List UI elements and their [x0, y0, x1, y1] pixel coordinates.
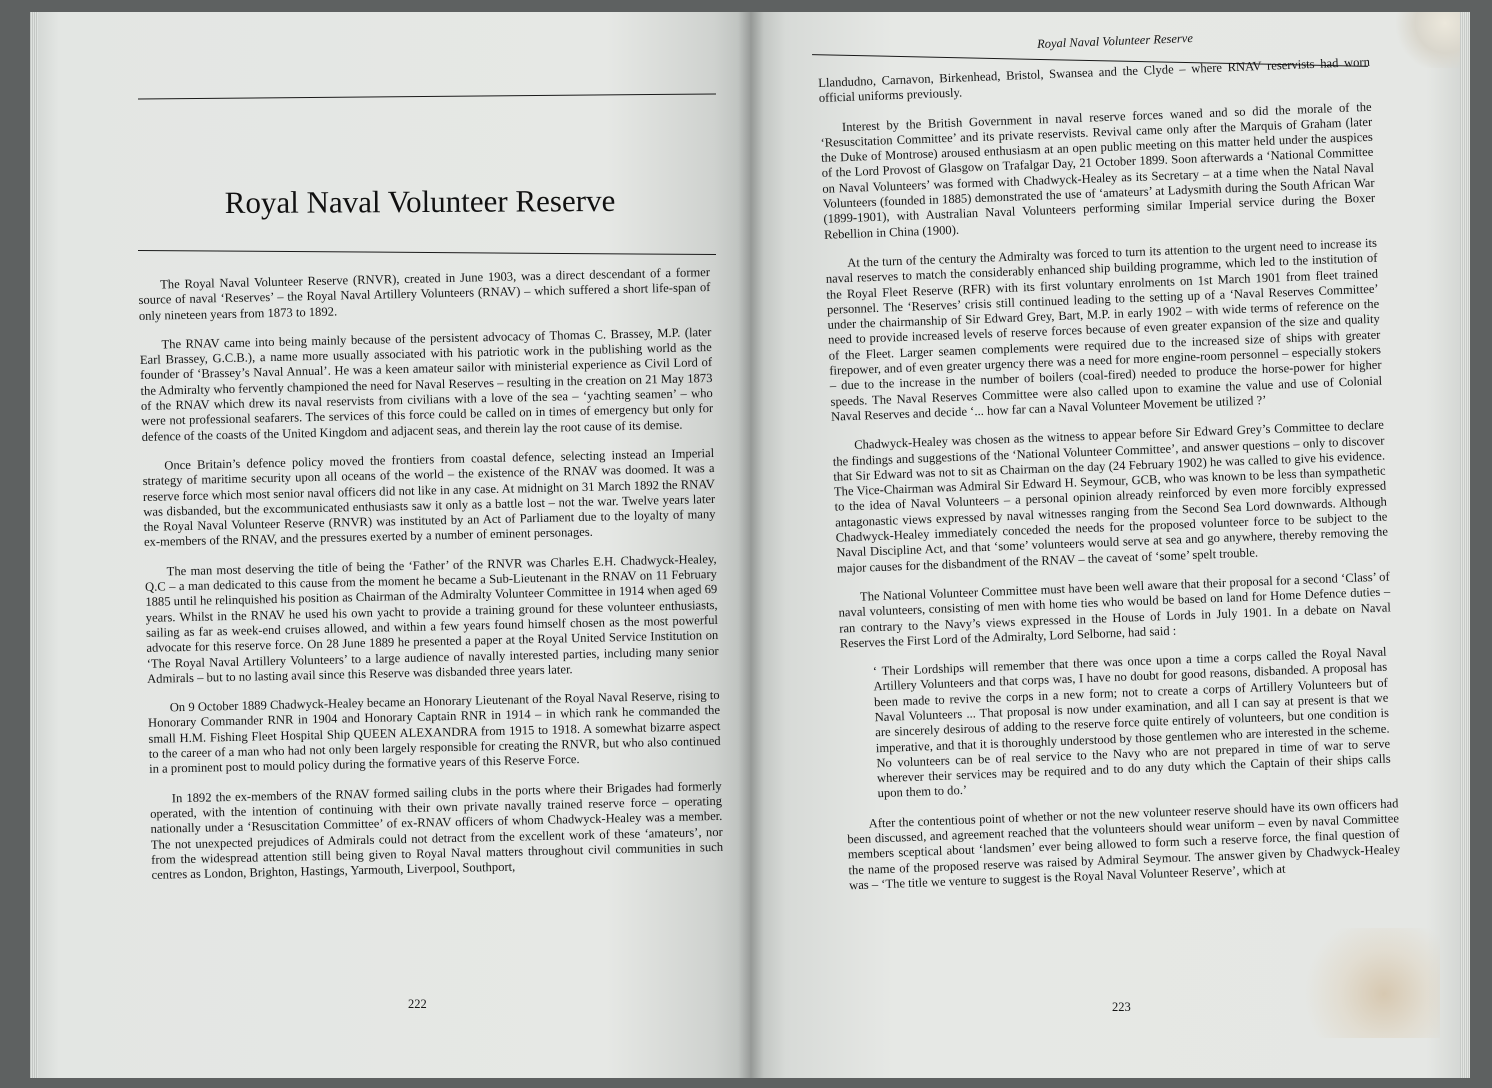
running-head: Royal Naval Volunteer Reserve: [1036, 31, 1194, 51]
title-top-rule: [138, 93, 716, 99]
right-page-body: [818, 55, 1402, 908]
right-page: [750, 12, 1470, 1078]
paragraph: After the contentious point of whether or not the new volunteer reserve should have its own officers had been discussed, and agreement reached that the volunteers should wear uniform – even by naval Committee members sceptical about ‘landsmen’ ever being allowed to form such a reserve force, the final question of the name of the proposed reserve was raised by Admiral Seymour. The answer given by Chadwyck-Healey was – ‘The title we venture to suggest is the Royal Naval Volunteer Reserve’, which at: [847, 796, 1401, 893]
paragraph: In 1892 the ex-members of the RNAV formed sailing clubs in the ports where their Brigades had formerly operated, with the intention of continuing with their own private navally trained reserve force – operating nationally under a ‘Resuscitation Committee’ of ex-RNAV officers of whom Chadwyck-Healey was a member. The not unexpected prejudices of Admirals could not detract from the excellent work of these ‘amateurs’, nor from the widespread attention still being given to Royal Naval matters throughout civil communities in such centres as London, Brighton, Hastings, Yarmouth, Liverpool, Southport,: [149, 778, 724, 882]
chapter-title: Royal Naval Volunteer Reserve: [224, 182, 616, 221]
paragraph: The National Volunteer Committee must have been well aware that their proposal for a second ‘Class’ of naval volunteers, consisting of men with home ties who would be based on land for Home Defence duties – ran contrary to the Navy’s views expressed in the House of Lords in July 1901. In a debate on Naval Reserves the First Lord of the Admiralty, Lord Selborne, had said :: [838, 569, 1392, 651]
page-number-left: 222: [408, 997, 427, 1011]
page-number-right: 223: [1112, 1000, 1131, 1014]
left-page-edge: [30, 12, 38, 1078]
paragraph: Llandudno, Carnavon, Birkenhead, Bristol, Swansea and the Clyde – where RNAV reservists had worn official uniforms previously.: [818, 54, 1371, 106]
paragraph: At the turn of the century the Admiralty was forced to turn its attention to the urgent need to increase its naval reserves to match the considerably enhanced ship building programme, which led to the institution of the Royal Fleet Reserve (RFR) with its first voluntary enrolments on 1st March 1901 from fleet trained personnel. The ‘Reserves’ crisis still continued leading to the setting up of a ‘Naval Reserves Committee’ under the chairmanship of Sir Edward Grey, Bart, M.P. in early 1902 – with wide terms of reference on the need to provide increased levels of reserve forces because of even greater expansion of the size and quality of the Fleet. Larger seamen complements were required due to the increased size of ships with greater firepower, and of even greater urgency there was a need for more engine-room personnel – especially stokers – due to the increase in the number of boilers (coal-fired) needed to produce the horse-power for higher speeds. The Naval Reserves Committee were also called upon to examine the value and use of Colonial Naval Reserves and decide ‘... how far can a Naval Volunteer Movement be utilized ?’: [825, 235, 1383, 424]
paragraph: On 9 October 1889 Chadwyck-Healey became an Honorary Lieutenant of the Royal Naval Reserve, rising to Honorary Commander RNR in 1904 and Honorary Captain RNR in 1914 – in which rank he commanded the small H.M. Fishing Fleet Hospital Ship QUEEN ALEXANDRA from 1915 to 1918. A somewhat bizarre aspect to the career of a man who had not only been largely responsible for creating the RNVR, but who also continued in a prominent post to mould policy during the formative years of this Reserve Force.: [147, 688, 721, 777]
page-corner-wear: [1396, 12, 1466, 68]
page-stain: [1300, 928, 1440, 1038]
right-page-edge: [1460, 12, 1470, 1078]
book-gutter: [738, 12, 764, 1078]
paragraph: The Royal Naval Volunteer Reserve (RNVR), created in June 1903, was a direct descendant of a former source of naval ‘Reserves’ – the Royal Naval Artillery Volunteers (RNAV) – which suffered a short life-span of only nineteen years from 1873 to 1892.: [138, 265, 711, 323]
paragraph: The man most deserving the title of being the ‘Father’ of the RNVR was Charles E.H. Chadwyck-Healey, Q.C – a man dedicated to this cause from the moment he became a Sub-Lieutenant in the RNAV on 11 February 1885 until he relinquished his position as Chairman of the Admiralty Volunteer Committee in 1914 when aged 69 years. Whilst in the RNAV he used his own yacht to provide a training ground for these volunteer enthusiasts, sailing as far as week-end cruises allowed, and within a few years found himself chosen as the most powerful advocate for this reserve force. On 28 June 1889 he presented a paper at the Royal United Service Institution on ‘The Royal Naval Artillery Volunteers’ to a large audience of navally interested parties, including many senior Admirals – but to no lasting avail since this Reserve was disbanded three years later.: [144, 551, 719, 686]
paragraph: Once Britain’s defence policy moved the frontiers from coastal defence, selecting instead an Imperial strategy of maritime security upon all oceans of the world – the existence of the RNAV was doomed. It was a reserve force which most senior naval officers did not like in any case. At midnight on 31 March 1892 the RNAV was disbanded, but the excommunicated enthusiasts saw it only as a battle lost – not the war. Twelve years later the Royal Naval Volunteer Reserve (RNVR) was instituted by an Act of Parliament due to the loyalty of many ex-members of the RNAV, and the pressures exerted by a number of eminent personages.: [142, 445, 716, 550]
open-book: [30, 12, 1470, 1078]
paragraph: Interest by the British Government in naval reserve forces waned and so did the morale of the ‘Resuscitation Committee’ and its private reservists. Revival came only after the Marquis of Graham (later the Duke of Montrose) aroused enthusiasm at an open public meeting on this matter held under the auspices of the Lord Provost of Glasgow on Trafalgar Day, 21 October 1899. Soon afterwards a ‘National Committee on Naval Volunteers’ was formed with Chadwyck-Healey as its Secretary – at a time when the Natal Naval Volunteers (founded in 1885) demonstrated the use of ‘amateurs’ at Ladysmith during the South African War (1899-1901), with Australian Naval Volunteers performing similar Imperial service during the Boxer Rebellion in China (1900).: [820, 99, 1376, 242]
left-page-body: [138, 265, 724, 897]
left-page: [30, 12, 750, 1078]
paragraph: The RNAV came into being mainly because of the persistent advocacy of Thomas C. Brassey, M.P. (later Earl Brassey, G.C.B.), a name more usually associated with his patriotic work in the publishing world as the founder of ‘Brassey’s Naval Annual’. He was a keen amateur sailor with ministerial experience as Civil Lord of the Admiralty who fervently championed the need for Naval Reserves – resulting in the creation on 21 May 1873 of the RNAV which drew its naval reservists from civilians with a love of the sea – ‘yachting seamen’ – who were not professional seafarers. The services of this force could be called on in times of emergency but only for defence of the coasts of the United Kingdom and adjacent seas, and therein lay the root cause of its demise.: [139, 324, 714, 444]
paragraph: Chadwyck-Healey was chosen as the witness to appear before Sir Edward Grey’s Committee to declare the findings and suggestions of the ‘National Volunteer Committee’, and answer questions – only to discover that Sir Edward was not to sit as Chairman on the day (24 February 1902) he was called to give his evidence. The Vice-Chairman was Admiral Sir Edward H. Seymour, GCB, who was known to be less than sympathetic to the idea of Naval Volunteers – a personal opinion already reinforced by even more forcibly expressed antagonastic views expressed by naval witnesses ranging from the Second Sea Lord downwards. Although Chadwyck-Healey immediately conceded the needs for the proposed volunteer force to be subject to the Naval Discipline Act, and that ‘some’ volunteers would serve at sea and go anywhere, thereby removing the major causes for the disbandment of the RNAV – the caveat of ‘some’ spelt trouble.: [832, 417, 1389, 576]
title-bottom-rule: [138, 250, 716, 255]
block-quote: ‘ Their Lordships will remember that there was once upon a time a corps called the Royal Naval Artillery Volunteers and that corps was, I have no doubt for good reasons, disbanded. A proposal has been made to revive the corps in a new form; not to create a corps of Artillery Volunteers but of Naval Volunteers ... That proposal is now under examination, and all I can say at present is that we are sincerely desirous of adding to the reserve force quite entirely of volunteers, but one condition is imperative, and that it is thoroughly understood by those gentlemen who are interested in the scheme. No volunteers can be of real service to the Navy who are not prepared in time of war to serve wherever their services may be required and to do any duty which the Captain of their ships calls upon them to do.’: [872, 644, 1391, 801]
